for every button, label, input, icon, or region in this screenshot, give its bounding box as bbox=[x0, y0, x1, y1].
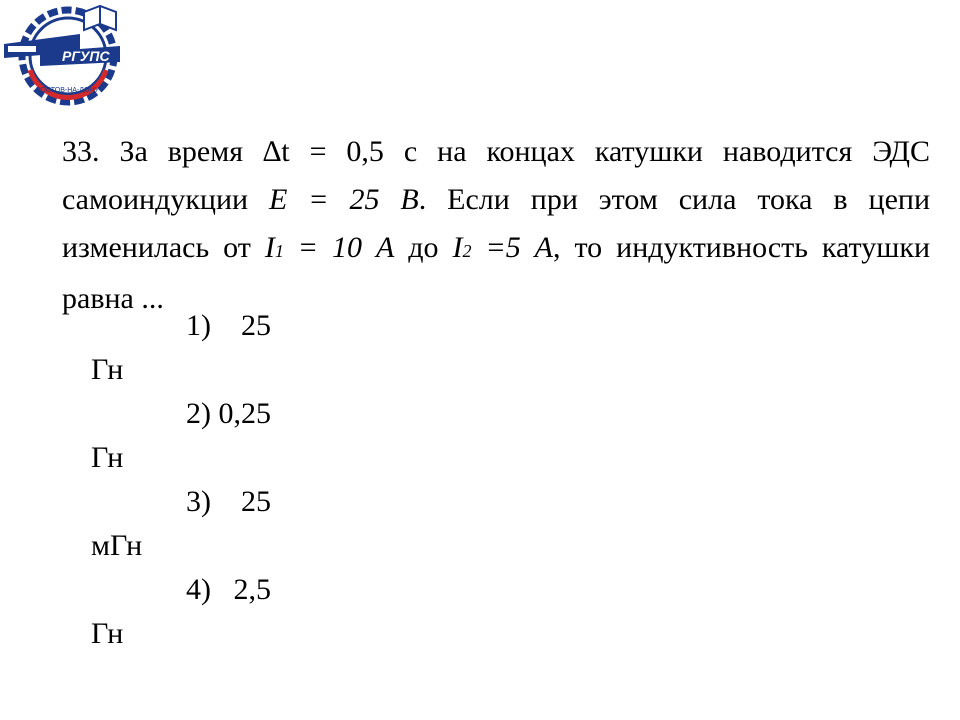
option-1-unit: Гн bbox=[91, 353, 124, 386]
university-logo bbox=[0, 0, 140, 115]
option-2-value: 2) 0,25 bbox=[186, 397, 271, 430]
option-4-value: 4) 2,5 bbox=[186, 573, 271, 606]
emf-value: E = 25 В bbox=[269, 183, 419, 216]
question-text: 33. За время ∆t = 0,5 с на концах катушки наводится ЭДС самоиндукции E = 25 В. Если при этом сила тока в цепи изменилась от I1 = 10 А до I2 =5 А, то индуктивность катушки равна ... bbox=[62, 135, 931, 315]
logo-ring-text: РОСТОВ-НА-ДОНУ bbox=[36, 87, 99, 94]
question-number: 33. bbox=[62, 135, 100, 168]
current-2: I2 =5 А bbox=[452, 231, 553, 264]
option-2-unit: Гн bbox=[91, 441, 124, 474]
option-3-unit: мГн bbox=[91, 529, 143, 562]
current-1: I1 = 10 А bbox=[264, 231, 395, 264]
logo-text: РГУПС bbox=[62, 48, 110, 64]
option-1-value: 1) 25 bbox=[186, 309, 271, 342]
option-4-unit: Гн bbox=[91, 617, 124, 650]
option-3-value: 3) 25 bbox=[186, 485, 271, 518]
